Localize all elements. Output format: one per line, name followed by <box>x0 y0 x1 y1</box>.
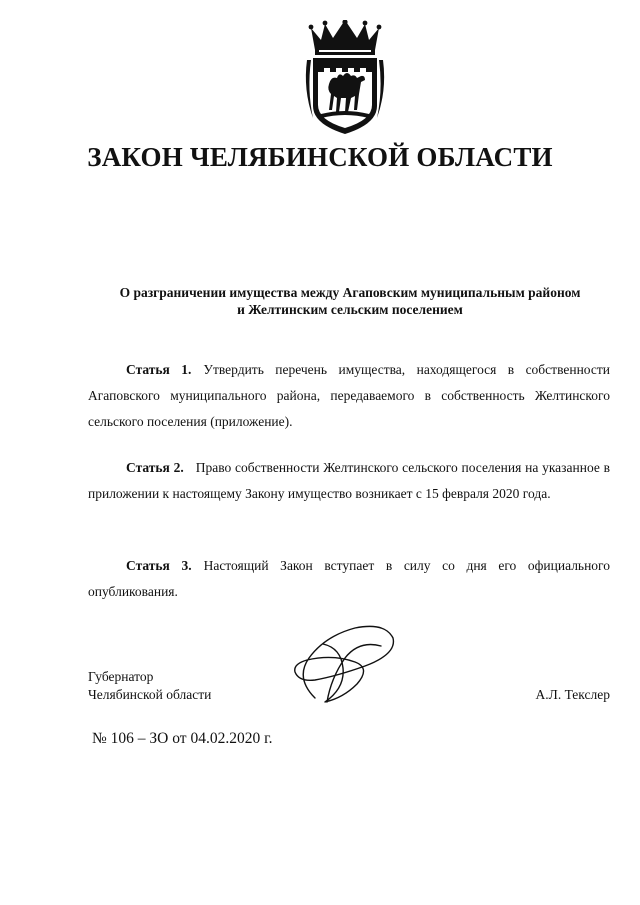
signatory-position-line1: Губернатор <box>88 669 154 684</box>
signatory-position-line2: Челябинской области <box>88 687 212 702</box>
coat-of-arms-icon <box>301 20 389 138</box>
law-subject-line1: О разграничении имущества между Агаповским муниципальным районом <box>119 285 581 300</box>
handwritten-signature-icon <box>285 618 405 706</box>
law-subject-line2: и Желтинским сельским поселением <box>237 302 463 317</box>
signatory-position <box>88 668 211 704</box>
article-3-text: Настоящий Закон вступает в силу со дня его официального опубликования. <box>88 558 611 599</box>
signatory-name: А.Л. Текслер <box>535 687 610 702</box>
article-1 <box>88 357 610 435</box>
article-1-text: Утвердить перечень имущества, находящегося в собственности Агаповского муниципального района, передаваемого в собственность Желтинского сельского поселения (приложение). <box>88 362 611 429</box>
article-2-label: Статья 2. <box>126 460 184 475</box>
law-number: № 106 – ЗО от 04.02.2020 г. <box>92 730 273 747</box>
article-3-label: Статья 3. <box>126 558 192 573</box>
law-subject <box>60 284 640 318</box>
article-1-label: Статья 1. <box>126 362 192 377</box>
law-title: ЗАКОН ЧЕЛЯБИНСКОЙ ОБЛАСТИ <box>87 142 553 172</box>
article-3 <box>88 553 610 605</box>
article-2 <box>88 455 610 507</box>
article-2-text: Право собственности Желтинского сельского поселения на указанное в приложении к настоящему Закону имущество возникает с 15 февраля 2020 года. <box>88 460 611 501</box>
